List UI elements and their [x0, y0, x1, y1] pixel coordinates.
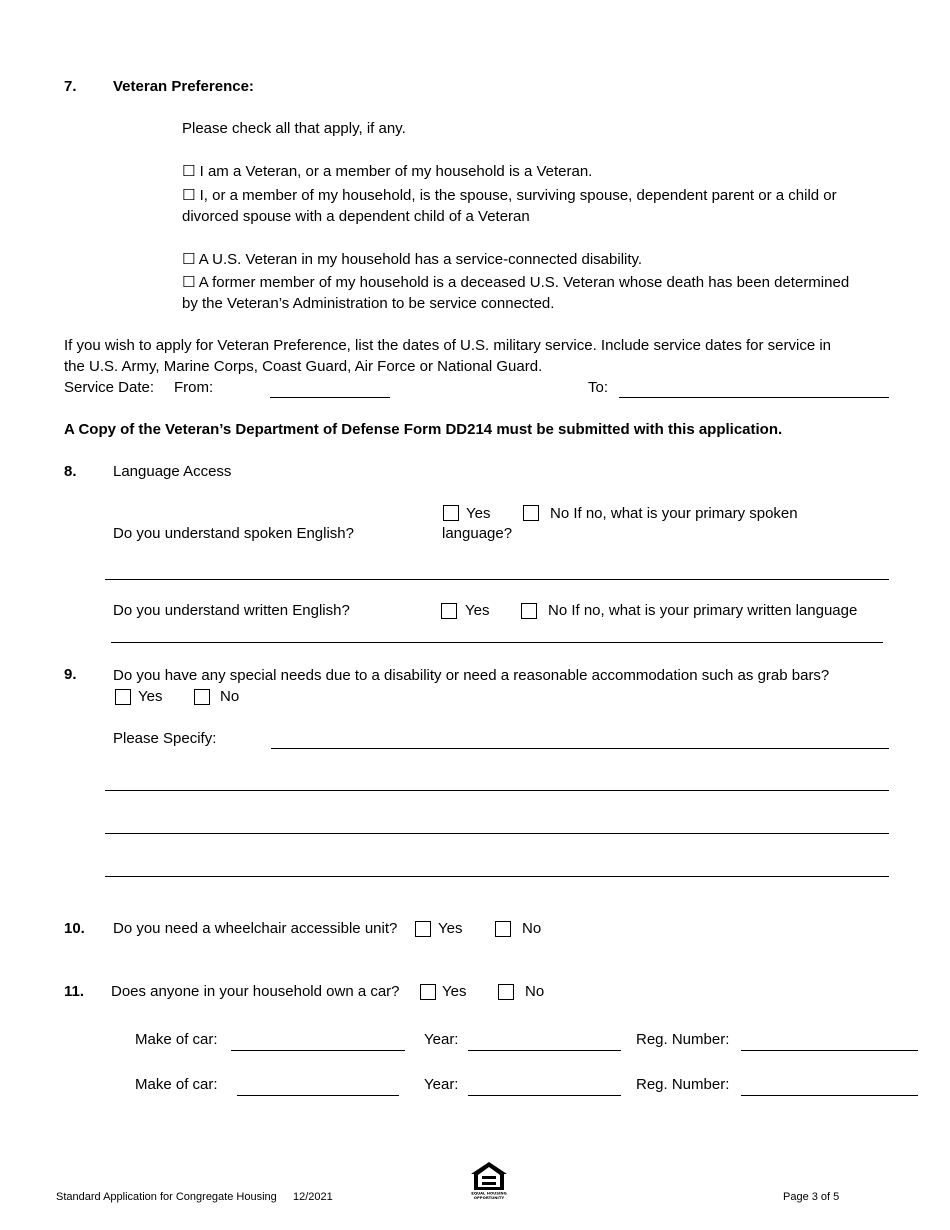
written-no-checkbox[interactable] [521, 603, 537, 619]
service-date-label: Service Date: [64, 379, 155, 396]
reg-number-label-2: Reg. Number: [636, 1076, 730, 1093]
footer-date: 12/2021 [293, 1191, 333, 1203]
spoken-language-field[interactable] [105, 579, 889, 580]
spoken-no-checkbox[interactable] [523, 505, 539, 521]
q8-title: Language Access [113, 463, 232, 480]
special-needs-no-checkbox[interactable] [194, 689, 210, 705]
service-to-field[interactable] [619, 397, 889, 398]
car-no-checkbox[interactable] [498, 984, 514, 1000]
veteran-option-4[interactable]: ☐ A former member of my household is a deceased U.S. Veteran whose death has been determined [182, 274, 850, 291]
veteran-option-3[interactable]: ☐ A U.S. Veteran in my household has a service-connected disability. [182, 251, 643, 268]
veteran-option-2-cont: divorced spouse with a dependent child of a Veteran [182, 208, 530, 225]
svg-text:OPPORTUNITY: OPPORTUNITY [473, 1195, 505, 1200]
veteran-option-2[interactable]: ☐ I, or a member of my household, is the spouse, surviving spouse, dependent parent or a child or [182, 187, 837, 204]
car-no-label: No [525, 983, 545, 1000]
svg-text:EQUAL HOUSING: EQUAL HOUSING [471, 1190, 507, 1196]
q7-instruction: Please check all that apply, if any. [182, 120, 406, 137]
make-of-car-label-1: Make of car: [135, 1031, 218, 1048]
q7-title: Veteran Preference: [113, 78, 254, 95]
reg-number-field-2[interactable] [741, 1095, 918, 1096]
spoken-yes-checkbox[interactable] [443, 505, 459, 521]
reg-number-field-1[interactable] [741, 1050, 918, 1051]
wheelchair-yes-label: Yes [438, 920, 463, 937]
spoken-no-label: No If no, what is your primary spoken [550, 505, 798, 522]
veteran-option-1[interactable]: ☐ I am a Veteran, or a member of my household is a Veteran. [182, 163, 593, 180]
specify-field-2[interactable] [105, 790, 889, 791]
q9-question: Do you have any special needs due to a disability or need a reasonable accommodation such as grab bars? [113, 667, 830, 684]
q8-number: 8. [64, 463, 77, 480]
car-yes-label: Yes [442, 983, 467, 1000]
equal-housing-logo [468, 1160, 510, 1200]
q10-question: Do you need a wheelchair accessible unit? [113, 920, 398, 937]
service-from-field[interactable] [270, 397, 390, 398]
special-needs-yes-checkbox[interactable] [115, 689, 131, 705]
written-language-field[interactable] [111, 642, 883, 643]
written-yes-label: Yes [465, 602, 490, 619]
service-instructions-1: If you wish to apply for Veteran Preference, list the dates of U.S. military service. Include service dates for service in [64, 337, 832, 354]
reg-number-label-1: Reg. Number: [636, 1031, 730, 1048]
year-label-2: Year: [424, 1076, 459, 1093]
to-label: To: [588, 379, 609, 396]
written-english-question: Do you understand written English? [113, 602, 350, 619]
specify-field-1[interactable] [271, 748, 889, 749]
make-of-car-field-1[interactable] [231, 1050, 405, 1051]
wheelchair-no-checkbox[interactable] [495, 921, 511, 937]
footer-page-number: Page 3 of 5 [783, 1191, 840, 1203]
footer-form-name: Standard Application for Congregate Housing [56, 1191, 277, 1203]
q9-number: 9. [64, 666, 77, 683]
year-field-1[interactable] [468, 1050, 621, 1051]
wheelchair-no-label: No [522, 920, 542, 937]
q10-number: 10. [64, 920, 85, 937]
spoken-no-label-cont: language? [442, 525, 513, 542]
make-of-car-field-2[interactable] [237, 1095, 399, 1096]
please-specify-label: Please Specify: [113, 730, 217, 747]
written-yes-checkbox[interactable] [441, 603, 457, 619]
spoken-english-question: Do you understand spoken English? [113, 525, 354, 542]
written-no-label: No If no, what is your primary written language [548, 602, 858, 619]
car-yes-checkbox[interactable] [420, 984, 436, 1000]
year-field-2[interactable] [468, 1095, 621, 1096]
special-needs-no-label: No [220, 688, 240, 705]
veteran-option-4-cont: by the Veteran’s Administration to be service connected. [182, 295, 555, 312]
from-label: From: [174, 379, 214, 396]
year-label-1: Year: [424, 1031, 459, 1048]
wheelchair-yes-checkbox[interactable] [415, 921, 431, 937]
q11-question: Does anyone in your household own a car? [111, 983, 400, 1000]
dd214-notice: A Copy of the Veteran’s Department of Defense Form DD214 must be submitted with this application. [64, 421, 783, 438]
q7-number: 7. [64, 78, 77, 95]
service-instructions-2: the U.S. Army, Marine Corps, Coast Guard, Air Force or National Guard. [64, 358, 543, 375]
q11-number: 11. [64, 983, 85, 1000]
special-needs-yes-label: Yes [138, 688, 163, 705]
make-of-car-label-2: Make of car: [135, 1076, 218, 1093]
specify-field-3[interactable] [105, 833, 889, 834]
spoken-yes-label: Yes [466, 505, 491, 522]
equal-housing-house-icon [468, 1160, 510, 1200]
specify-field-4[interactable] [105, 876, 889, 877]
